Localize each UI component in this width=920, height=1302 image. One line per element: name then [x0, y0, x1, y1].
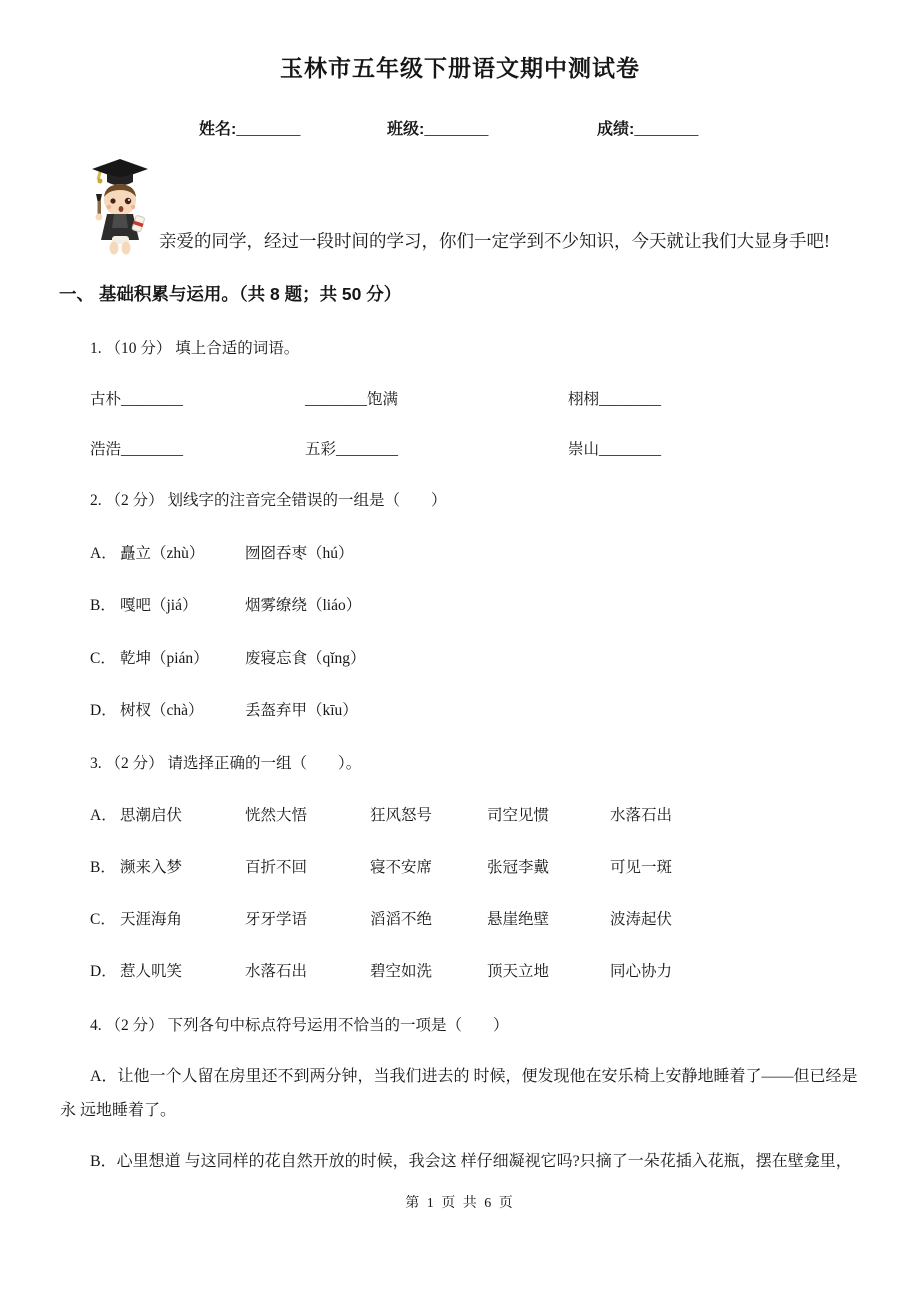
option-label: B．: [90, 597, 116, 614]
question-4-option-b: B．心里想道 与这同样的花自然开放的时候，我会这 样仔细凝视它吗?只摘了一朵花插入花瓶，摆在壁龛里，: [90, 1153, 852, 1170]
question-3-option-d: [90, 959, 880, 981]
idiom-item: 顶天立地: [487, 963, 550, 980]
idiom-item: 张冠李戴: [487, 859, 550, 876]
idiom-item: 碧空如洗: [370, 963, 433, 980]
class-field: [387, 116, 488, 139]
question-1-fill-row: [90, 387, 850, 409]
option-word: 囫囵吞枣（hú）: [245, 545, 354, 562]
question-1-fill-row: [90, 437, 850, 459]
question-3-option-b: [90, 855, 880, 877]
option-label: C．: [90, 650, 116, 667]
option-label: D．: [90, 702, 117, 719]
greeting-text: 亲爱的同学，经过一段时间的学习，你们一定学到不少知识，今天就让我们大显身手吧!: [159, 231, 830, 251]
idiom-item: 可见一斑: [610, 859, 673, 876]
name-blank-line: ________: [236, 121, 301, 138]
option-word: 乾坤（pián）: [120, 650, 209, 667]
idiom-item: 牙牙学语: [245, 911, 308, 928]
option-word: 树杈（chà）: [120, 702, 204, 719]
question-2-option-d: [90, 698, 710, 720]
question-3-stem: 3. （2 分） 请选择正确的一组（ ）。: [90, 755, 362, 772]
class-label: 班级:: [387, 121, 425, 138]
idiom-item: 狂风怒号: [370, 807, 433, 824]
page-title: 玉林市五年级下册语文期中测试卷: [280, 55, 640, 81]
class-blank-line: ________: [424, 121, 489, 138]
idiom-item: 悬崖绝壁: [487, 911, 550, 928]
option-word: 矗立（zhù）: [120, 545, 205, 562]
option-word: 烟雾缭绕（liáo）: [245, 597, 362, 614]
score-label: 成绩:: [597, 121, 635, 138]
idiom-item: 司空见惯: [487, 807, 550, 824]
idiom-item: 寝不安席: [370, 859, 433, 876]
question-2-option-b: [90, 593, 710, 615]
idiom-item: 百折不回: [245, 859, 308, 876]
graduate-child-mascot-icon: [88, 158, 152, 261]
idiom-item: 同心协力: [610, 963, 673, 980]
option-label: D．: [90, 963, 117, 980]
idiom-item: 天涯海角: [120, 911, 183, 928]
question-2-option-a: [90, 541, 710, 563]
fill-blank-item: 古朴________: [90, 391, 184, 408]
idiom-item: 滔滔不绝: [370, 911, 433, 928]
fill-blank-item: 五彩________: [305, 441, 399, 458]
idiom-item: 水落石出: [610, 807, 673, 824]
score-field: [597, 116, 698, 139]
option-label: A．: [90, 807, 117, 824]
idiom-item: 恍然大悟: [245, 807, 308, 824]
question-4-stem: 4. （2 分） 下列各句中标点符号运用不恰当的一项是（ ）: [90, 1017, 509, 1034]
option-label: B．: [90, 859, 116, 876]
page-number-footer: 第 1 页 共 6 页: [405, 1196, 515, 1211]
idiom-item: 波涛起伏: [610, 911, 673, 928]
name-field: [199, 116, 300, 139]
option-label: C．: [90, 911, 116, 928]
question-2-option-c: [90, 646, 710, 668]
name-label: 姓名:: [199, 121, 237, 138]
idiom-item: 水落石出: [245, 963, 308, 980]
option-word: 嘎吧（jiá）: [120, 597, 198, 614]
question-3-option-a: [90, 803, 880, 825]
option-word: 废寝忘食（qǐng）: [245, 650, 366, 667]
fill-blank-item: 浩浩________: [90, 441, 184, 458]
fill-blank-item: 崇山________: [568, 441, 662, 458]
question-3-option-c: [90, 907, 880, 929]
idiom-item: 思潮启伏: [120, 807, 183, 824]
idiom-item: 惹人叽笑: [120, 963, 183, 980]
fill-blank-item: ________饱满: [305, 391, 399, 408]
score-blank-line: ________: [634, 121, 699, 138]
idiom-item: 濒来入梦: [120, 859, 183, 876]
option-label: A．: [90, 545, 117, 562]
section-1-heading: 一、 基础积累与运用。（共 8 题；共 50 分）: [59, 284, 402, 304]
question-4-option-a-line-2: 永 远地睡着了。: [60, 1102, 177, 1119]
question-4-option-a-line-1: A．让他一个人留在房里还不到两分钟，当我们进去的 时候，便发现他在安乐椅上安静地睡着了——但已经是: [90, 1068, 858, 1085]
question-1-stem: 1. （10 分） 填上合适的词语。: [90, 340, 300, 357]
fill-blank-item: 栩栩________: [568, 391, 662, 408]
question-2-stem: 2. （2 分） 划线字的注音完全错误的一组是（ ）: [90, 492, 447, 509]
option-word: 丢盔弃甲（kīu）: [245, 702, 358, 719]
